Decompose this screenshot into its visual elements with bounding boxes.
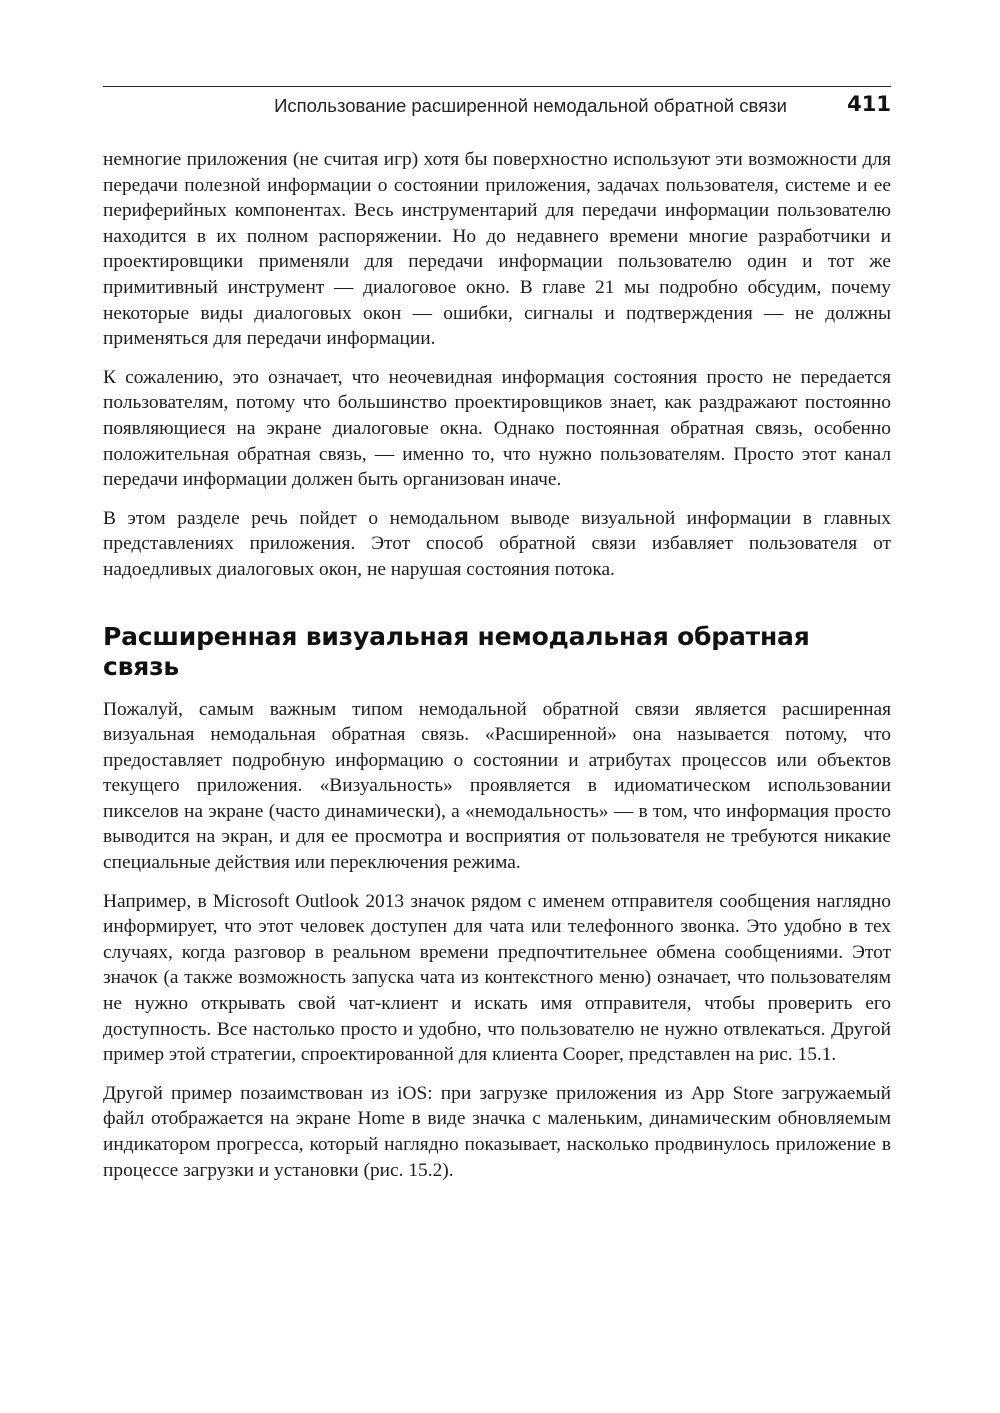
body-paragraph-2: К сожалению, это означает, что неочевидная информация состояния просто не передается пользователям, потому что большинство проектировщиков знает, как раздражают постоянно появляющиеся на экране диалоговые окна. Однако постоянная обратная связь, особенно положительная обратная связь, — именно то, что нужно пользователям. Просто этот канал передачи информации должен быть организован иначе.	[103, 366, 891, 491]
body-paragraph-1: немногие приложения (не считая игр) хотя бы поверхностно используют эти возможности для передачи полезной информации о состоянии приложения, задачах пользователя, системе и ее периферийных компонентах. Весь инструментарий для передачи информации пользователю находится в их полном распоряжении. Но до недавнего времени многие разработчики и проектировщики применяли для передачи информации пользователю один и тот же примитивный инструмент — диалоговое окно. В главе 21 мы подробно обсудим, почему некоторые виды диалоговых окон — ошибки, сигналы и подтверждения — не должны применяться для передачи информации.	[103, 149, 891, 350]
section-paragraph-1: Пожалуй, самым важным типом немодальной обратной связи является расширенная визуальная немодальная обратная связь. «Расширенной» она называется потому, что предоставляет подробную информацию о состоянии и атрибутах процессов или объектов текущего приложения. «Визуальность» проявляется в идиоматическом использовании пикселов на экране (часто динамически), а «немодальность» — в том, что информация просто выводится на экран, и для ее просмотра и восприятия от пользователя не требуются никакие специальные действия или переключения режима.	[103, 698, 891, 874]
page-number: 411	[847, 92, 891, 116]
running-title: Использование расширенной немодальной обратной связи	[274, 95, 787, 116]
section-heading: Расширенная визуальная немодальная обратная связь	[103, 621, 810, 681]
body-paragraph-3: В этом разделе речь пойдет о немодальном выводе визуальной информации в главных представлениях приложения. Этот способ обратной связи избавляет пользователя от надоедливых диалоговых окон, не нарушая состояния потока.	[103, 507, 891, 580]
page-body	[103, 147, 891, 1183]
section-paragraph-3: Другой пример позаимствован из iOS: при загрузке приложения из App Store загружаемый файл отображается на экране Home в виде значка с маленьким, динамическим обновляемым индикатором прогресса, который наглядно показывает, насколько продвинулось приложение в процессе загрузки и установки (рис. 15.2).	[103, 1082, 891, 1181]
running-header	[103, 86, 891, 126]
section-paragraph-2: Например, в Microsoft Outlook 2013 значок рядом с именем отправителя сообщения наглядно информирует, что этот человек доступен для чата или телефонного звонка. Это удобно в тех случаях, когда разговор в реальном времени предпочтительнее обмена сообщениями. Этот значок (а также возможность запуска чата из контекстного меню) означает, что пользователям не нужно открывать свой чат-клиент и искать имя отправителя, чтобы проверить его доступность. Все настолько просто и удобно, что пользователю не нужно отвлекаться. Другой пример этой стратегии, спроектированной для клиента Cooper, представлен на рис. 15.1.	[103, 890, 891, 1066]
